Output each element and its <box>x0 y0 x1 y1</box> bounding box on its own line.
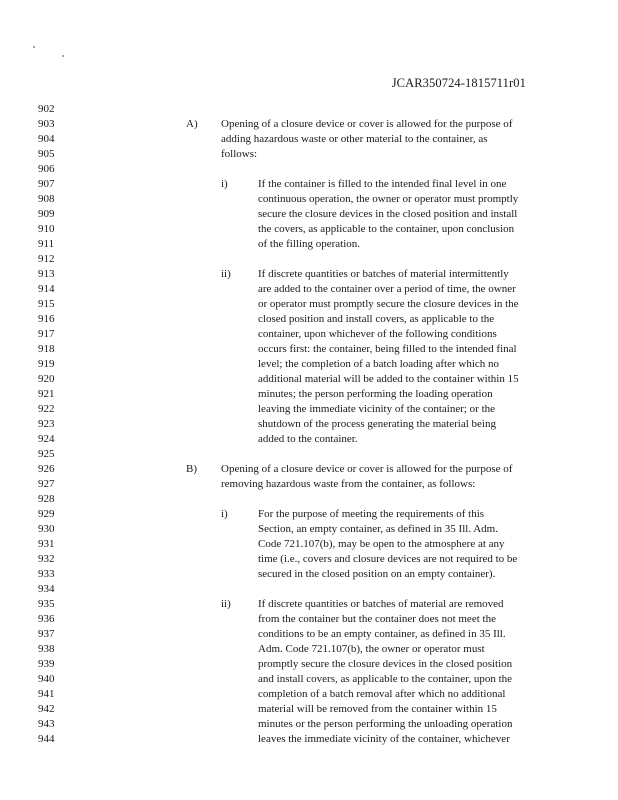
subitem-text-line: shutdown of the process generating the material being <box>258 418 496 430</box>
document-id-header: JCAR350724-1815711r01 <box>391 76 526 90</box>
subitem-text-line: If discrete quantities or batches of material intermittently <box>258 268 509 280</box>
subitem-text-line: minutes; the person performing the loading operation <box>258 388 493 400</box>
section-a-text-line: Opening of a closure device or cover is allowed for the purpose of <box>221 118 513 130</box>
subitem-text-line: time (i.e., covers and closure devices are not required to be <box>258 553 518 565</box>
line-number: 929 <box>38 508 55 520</box>
line-number: 909 <box>38 208 55 220</box>
line-number: 906 <box>38 163 55 175</box>
line-number: 930 <box>38 523 55 535</box>
subitem-label: i) <box>221 178 228 190</box>
section-b-text-line: Opening of a closure device or cover is allowed for the purpose of <box>221 463 513 475</box>
line-number: 915 <box>38 298 55 310</box>
line-number: 939 <box>38 658 55 670</box>
line-number: 922 <box>38 403 55 415</box>
subitem-text-line: from the container but the container does not meet the <box>258 613 496 625</box>
subitem-text-line: closed position and install covers, as applicable to the <box>258 313 495 325</box>
line-number: 908 <box>38 193 55 205</box>
line-number: 934 <box>38 583 55 595</box>
subitem-text-line: conditions to be an empty container, as defined in 35 Ill. <box>258 628 506 640</box>
subitem-text-line: are added to the container over a period of time, the owner <box>258 283 516 295</box>
line-number: 919 <box>38 358 55 370</box>
subitem-text-line: For the purpose of meeting the requirements of this <box>258 508 485 520</box>
line-number: 904 <box>38 133 55 145</box>
subitem-text-line: minutes or the person performing the unloading operation <box>258 718 513 730</box>
line-number: 912 <box>38 253 55 265</box>
line-number: 931 <box>38 538 55 550</box>
line-number: 927 <box>38 478 55 490</box>
line-number: 923 <box>38 418 55 430</box>
line-number: 902 <box>38 103 55 115</box>
line-number: 943 <box>38 718 55 730</box>
subitem-text-line: Section, an empty container, as defined in 35 Ill. Adm. <box>258 523 498 535</box>
subitem-text-line: level; the completion of a batch loading after which no <box>258 358 500 370</box>
section-b-label: B) <box>186 463 197 475</box>
line-number: 921 <box>38 388 55 400</box>
subitem-text-line: and install covers, as applicable to the container, upon the <box>258 673 513 685</box>
line-number: 910 <box>38 223 55 235</box>
scan-speck <box>33 46 35 48</box>
subitem-text-line: of the filling operation. <box>258 238 361 250</box>
subitem-text-line: continuous operation, the owner or operator must promptly <box>258 193 519 205</box>
line-number: 937 <box>38 628 55 640</box>
subitem-text-line: container, upon whichever of the following conditions <box>258 328 497 340</box>
line-number: 940 <box>38 673 55 685</box>
subitem-text-line: Code 721.107(b), may be open to the atmosphere at any <box>258 538 505 550</box>
line-number: 911 <box>38 238 55 250</box>
line-number: 938 <box>38 643 55 655</box>
line-number: 932 <box>38 553 55 565</box>
subitem-text-line: If the container is filled to the intended final level in one <box>258 178 507 190</box>
subitem-text-line: leaving the immediate vicinity of the container; or the <box>258 403 496 415</box>
section-a-text-line: adding hazardous waste or other material to the container, as <box>221 133 488 145</box>
line-number: 913 <box>38 268 55 280</box>
line-number: 924 <box>38 433 55 445</box>
line-number: 925 <box>38 448 55 460</box>
subitem-text-line: If discrete quantities or batches of material are removed <box>258 598 504 610</box>
line-number: 920 <box>38 373 55 385</box>
line-number: 941 <box>38 688 55 700</box>
line-number: 935 <box>38 598 55 610</box>
line-number: 944 <box>38 733 55 745</box>
line-number: 905 <box>38 148 55 160</box>
subitem-text-line: or operator must promptly secure the closure devices in the <box>258 298 519 310</box>
line-number: 916 <box>38 313 55 325</box>
subitem-text-line: the covers, as applicable to the container, upon conclusion <box>258 223 515 235</box>
subitem-text-line: completion of a batch removal after which no additional <box>258 688 506 700</box>
line-number: 914 <box>38 283 55 295</box>
section-a-label: A) <box>186 118 198 130</box>
subitem-text-line: secure the closure devices in the closed position and install <box>258 208 518 220</box>
line-number: 903 <box>38 118 55 130</box>
line-number: 942 <box>38 703 55 715</box>
scan-speck <box>62 55 64 57</box>
subitem-text-line: additional material will be added to the container within 15 <box>258 373 519 385</box>
line-number: 907 <box>38 178 55 190</box>
subitem-text-line: added to the container. <box>258 433 358 445</box>
subitem-text-line: leaves the immediate vicinity of the container, whichever <box>258 733 510 745</box>
line-number: 936 <box>38 613 55 625</box>
subitem-text-line: secured in the closed position on an empty container). <box>258 568 496 580</box>
subitem-label: ii) <box>221 598 231 610</box>
line-number: 918 <box>38 343 55 355</box>
line-number: 928 <box>38 493 55 505</box>
section-a-text-line: follows: <box>221 148 258 160</box>
line-number: 933 <box>38 568 55 580</box>
line-number: 917 <box>38 328 55 340</box>
subitem-text-line: promptly secure the closure devices in the closed position <box>258 658 513 670</box>
section-b-text-line: removing hazardous waste from the container, as follows: <box>221 478 476 490</box>
line-number: 926 <box>38 463 55 475</box>
subitem-label: i) <box>221 508 228 520</box>
subitem-text-line: occurs first: the container, being filled to the intended final <box>258 343 517 355</box>
subitem-text-line: Adm. Code 721.107(b), the owner or operator must <box>258 643 485 655</box>
subitem-text-line: material will be removed from the container within 15 <box>258 703 497 715</box>
subitem-label: ii) <box>221 268 231 280</box>
